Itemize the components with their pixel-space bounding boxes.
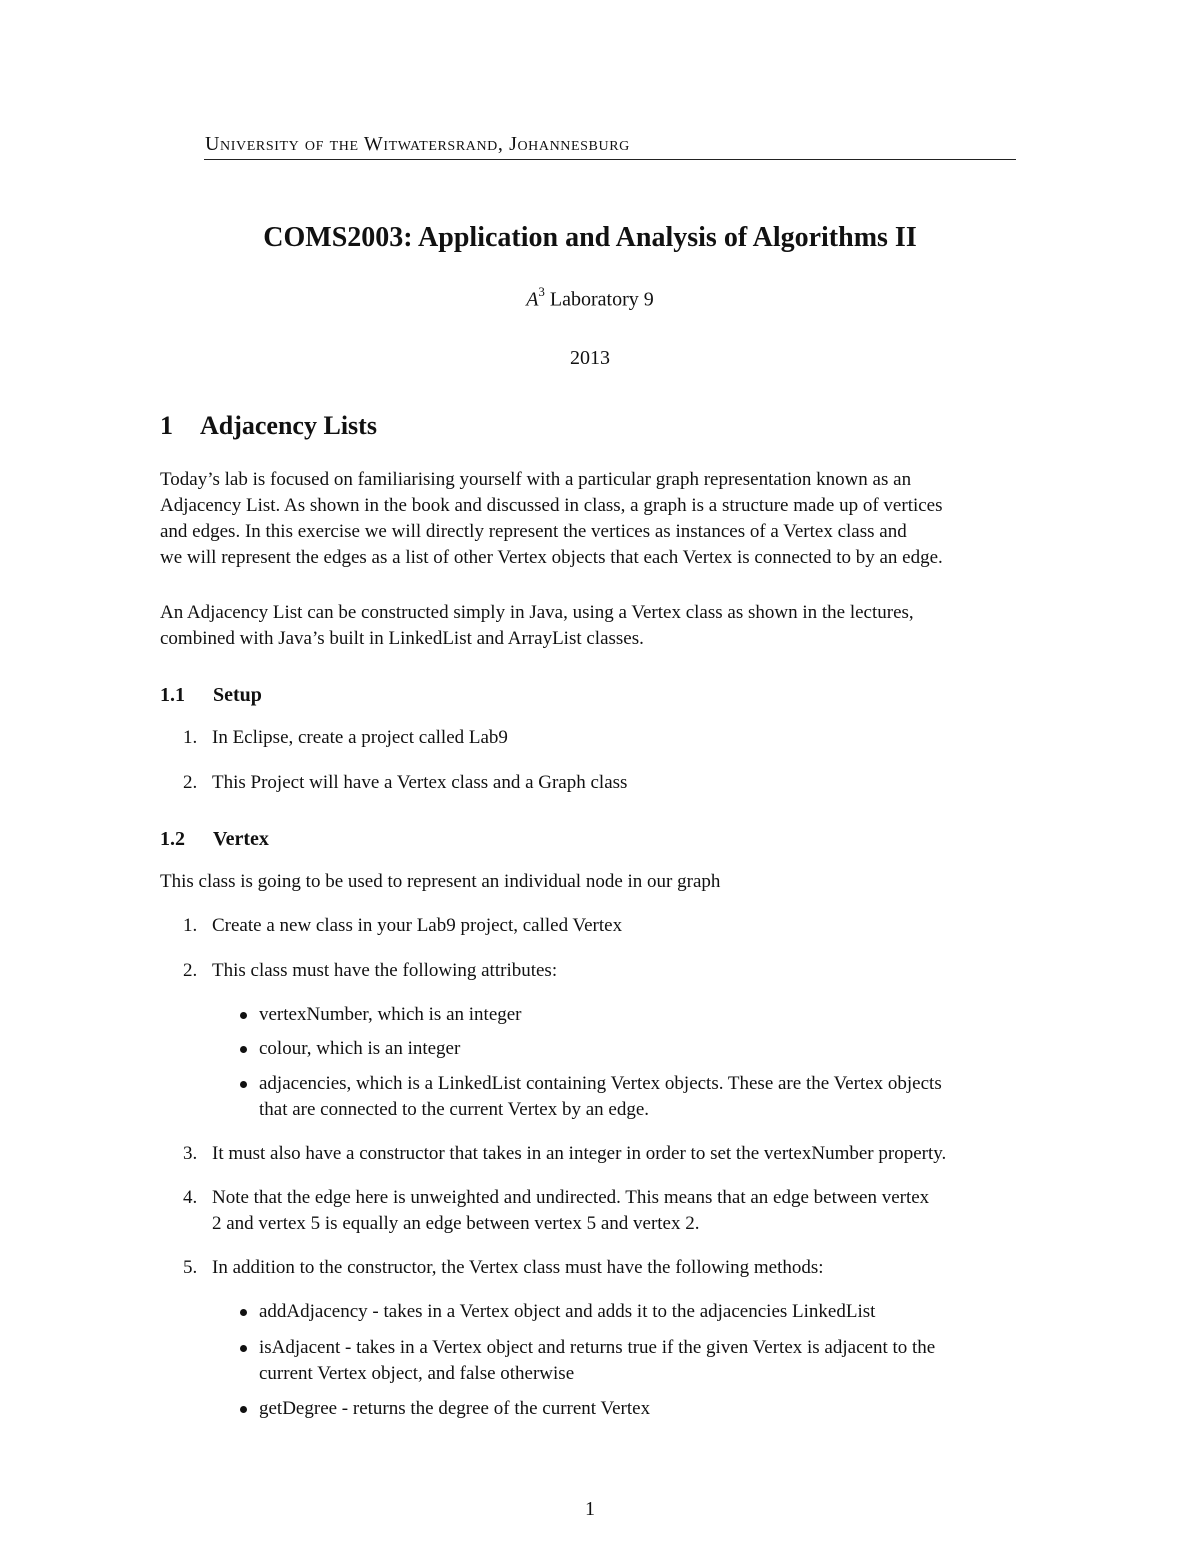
section-title: Adjacency Lists <box>200 411 377 440</box>
setup-item-1 <box>183 725 1026 751</box>
item-text: In Eclipse, create a project called Lab9 <box>212 727 508 748</box>
attribute-bullet <box>238 1036 1028 1062</box>
method-bullet <box>238 1335 1028 1387</box>
item-marker: 1. <box>183 727 198 748</box>
bullet-dot <box>240 1309 247 1316</box>
lab-subtitle <box>0 286 1180 312</box>
section-heading-adjacency-lists <box>160 411 377 441</box>
subsection-heading-vertex <box>160 828 269 851</box>
bullet-text: colour, which is an integer <box>259 1038 461 1059</box>
running-header: University of the Witwatersrand, Johannesburg <box>205 133 630 155</box>
header-rule <box>204 159 1016 160</box>
section-number: 1 <box>160 411 173 440</box>
bullet-dot <box>240 1046 247 1053</box>
construction-paragraph <box>160 600 1026 652</box>
bullet-text: that are connected to the current Vertex by an edge. <box>259 1099 650 1120</box>
document-title: COMS2003: Application and Analysis of Algorithms II <box>263 222 917 253</box>
bullet-dot <box>240 1345 247 1352</box>
attribute-bullet <box>238 1002 1028 1028</box>
attribute-bullet <box>238 1071 1028 1123</box>
paragraph-line: Today’s lab is focused on familiarising yourself with a particular graph representation known as an <box>160 469 912 490</box>
method-bullet <box>238 1396 1028 1422</box>
vertex-item-1 <box>183 913 1026 939</box>
item-text: Create a new class in your Lab9 project, called Vertex <box>212 915 623 936</box>
subsection-number: 1.1 <box>160 684 185 706</box>
subsection-number: 1.2 <box>160 828 185 850</box>
bullet-text: addAdjacency - takes in a Vertex object and adds it to the adjacencies LinkedList <box>259 1301 876 1322</box>
vertex-item-3 <box>183 1141 1026 1167</box>
item-text: 2 and vertex 5 is equally an edge between vertex 5 and vertex 2. <box>212 1213 700 1234</box>
item-text: This Project will have a Vertex class and a Graph class <box>212 772 628 793</box>
bullet-text: getDegree - returns the degree of the current Vertex <box>259 1398 651 1419</box>
item-marker: 2. <box>183 772 198 793</box>
subsection-title: Setup <box>213 684 262 706</box>
bullet-text: vertexNumber, which is an integer <box>259 1004 522 1025</box>
paragraph-line: we will represent the edges as a list of other Vertex objects that each Vertex is connected to by an edge. <box>160 547 943 568</box>
item-text: This class must have the following attributes: <box>212 960 558 981</box>
setup-item-2 <box>183 770 1026 796</box>
item-marker: 5. <box>183 1257 198 1278</box>
paragraph-line: An Adjacency List can be constructed simply in Java, using a Vertex class as shown in the lectures, <box>160 602 914 623</box>
paragraph-line: combined with Java’s built in LinkedList and ArrayList classes. <box>160 628 644 649</box>
item-marker: 4. <box>183 1187 198 1208</box>
intro-paragraph <box>160 467 1026 571</box>
subtitle-superscript: 3 <box>538 284 545 299</box>
bullet-dot <box>240 1012 247 1019</box>
vertex-item-5 <box>183 1255 1026 1281</box>
bullet-text: adjacencies, which is a LinkedList containing Vertex objects. These are the Vertex objects <box>259 1073 942 1094</box>
vertex-item-4 <box>183 1185 1026 1237</box>
paragraph-line: This class is going to be used to represent an individual node in our graph <box>160 871 721 892</box>
method-bullet <box>238 1299 1028 1325</box>
item-text: It must also have a constructor that takes in an integer in order to set the vertexNumber property. <box>212 1143 947 1164</box>
bullet-dot <box>240 1406 247 1413</box>
paragraph-line: Adjacency List. As shown in the book and discussed in class, a graph is a structure made up of vertices <box>160 495 943 516</box>
vertex-item-2 <box>183 958 1026 984</box>
subsection-heading-setup <box>160 684 262 707</box>
document-year: 2013 <box>570 347 610 369</box>
paragraph-line: and edges. In this exercise we will directly represent the vertices as instances of a Vertex class and <box>160 521 907 542</box>
bullet-dot <box>240 1081 247 1088</box>
bullet-text: current Vertex object, and false otherwise <box>259 1363 575 1384</box>
subsection-title: Vertex <box>213 828 269 850</box>
item-marker: 1. <box>183 915 198 936</box>
page-number: 1 <box>585 1498 595 1520</box>
subtitle-text: Laboratory 9 <box>549 288 654 311</box>
vertex-intro <box>160 869 1026 895</box>
item-text: Note that the edge here is unweighted and undirected. This means that an edge between vertex <box>212 1187 930 1208</box>
item-marker: 3. <box>183 1143 198 1164</box>
subtitle-symbol: A <box>526 288 539 311</box>
bullet-text: isAdjacent - takes in a Vertex object and returns true if the given Vertex is adjacent to the <box>259 1337 936 1358</box>
item-marker: 2. <box>183 960 198 981</box>
item-text: In addition to the constructor, the Vertex class must have the following methods: <box>212 1257 824 1278</box>
